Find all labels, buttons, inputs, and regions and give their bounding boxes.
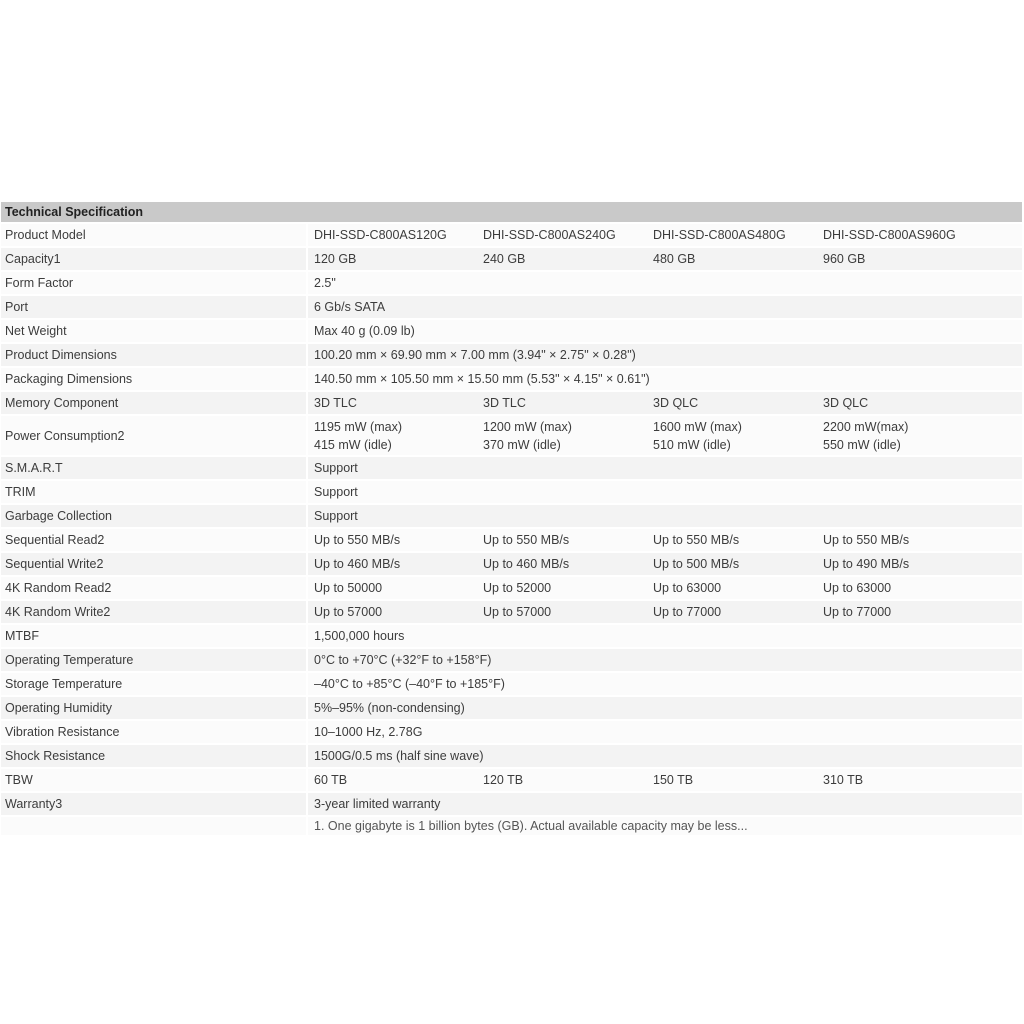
- table-row: [1, 271, 1022, 295]
- spec-value: 0°C to +70°C (+32°F to +158°F): [307, 648, 1022, 672]
- table-row: [1, 504, 1022, 528]
- power-max-value: 1200 mW (max): [483, 419, 572, 434]
- spec-value: Up to 490 MB/s: [817, 552, 1022, 576]
- table-row: [1, 744, 1022, 768]
- spec-value: [647, 415, 817, 456]
- table-row: [1, 720, 1022, 744]
- table-row: [1, 768, 1022, 792]
- table-row: [1, 528, 1022, 552]
- table-row: [1, 415, 1022, 456]
- spec-label: TBW: [1, 768, 307, 792]
- table-row: [1, 792, 1022, 816]
- power-idle-value: 550 mW (idle): [823, 437, 901, 452]
- spec-label: Storage Temperature: [1, 672, 307, 696]
- spec-value: DHI-SSD-C800AS240G: [477, 223, 647, 247]
- spec-value: Up to 57000: [307, 600, 477, 624]
- spec-label: 4K Random Write2: [1, 600, 307, 624]
- spec-value: 3D QLC: [817, 391, 1022, 415]
- table-row: [1, 343, 1022, 367]
- spec-value: 2.5": [307, 271, 1022, 295]
- spec-value: 120 GB: [307, 247, 477, 271]
- spec-value: Support: [307, 480, 1022, 504]
- spec-value: Support: [307, 456, 1022, 480]
- table-row: [1, 600, 1022, 624]
- spec-value: Up to 550 MB/s: [477, 528, 647, 552]
- spec-label: Packaging Dimensions: [1, 367, 307, 391]
- spec-value: Up to 77000: [647, 600, 817, 624]
- power-idle-value: 510 mW (idle): [653, 437, 731, 452]
- spec-label: Shock Resistance: [1, 744, 307, 768]
- spec-value: 3D TLC: [307, 391, 477, 415]
- spec-value: 240 GB: [477, 247, 647, 271]
- spec-value: Up to 550 MB/s: [307, 528, 477, 552]
- spec-value: 310 TB: [817, 768, 1022, 792]
- table-header: Technical Specification: [1, 202, 1022, 223]
- spec-value: 3D QLC: [647, 391, 817, 415]
- spec-value: Up to 550 MB/s: [647, 528, 817, 552]
- spec-label: Power Consumption2: [1, 415, 307, 456]
- spec-value: 3-year limited warranty: [307, 792, 1022, 816]
- spec-label: Form Factor: [1, 271, 307, 295]
- spec-label: Operating Temperature: [1, 648, 307, 672]
- spec-value: Up to 52000: [477, 576, 647, 600]
- spec-value: Up to 500 MB/s: [647, 552, 817, 576]
- spec-label: Vibration Resistance: [1, 720, 307, 744]
- spec-label: S.M.A.R.T: [1, 456, 307, 480]
- spec-label: Operating Humidity: [1, 696, 307, 720]
- footnote-row: [1, 816, 1022, 836]
- spec-label: Product Dimensions: [1, 343, 307, 367]
- spec-value: [477, 415, 647, 456]
- spec-value: Up to 63000: [817, 576, 1022, 600]
- technical-specification-table: [1, 202, 1022, 837]
- power-idle-value: 370 mW (idle): [483, 437, 561, 452]
- spec-value: [817, 415, 1022, 456]
- spec-value: 5%–95% (non-condensing): [307, 696, 1022, 720]
- table-body: [1, 223, 1022, 836]
- footnote-label: [1, 816, 307, 836]
- spec-value: 960 GB: [817, 247, 1022, 271]
- spec-value: DHI-SSD-C800AS960G: [817, 223, 1022, 247]
- table-row: [1, 247, 1022, 271]
- spec-value: 100.20 mm × 69.90 mm × 7.00 mm (3.94" × 2.75" × 0.28"): [307, 343, 1022, 367]
- power-max-value: 1600 mW (max): [653, 419, 742, 434]
- spec-value: Support: [307, 504, 1022, 528]
- power-idle-value: 415 mW (idle): [314, 437, 392, 452]
- spec-value: 3D TLC: [477, 391, 647, 415]
- table-row: [1, 552, 1022, 576]
- spec-value: Up to 57000: [477, 600, 647, 624]
- spec-value: Up to 460 MB/s: [307, 552, 477, 576]
- spec-label: Product Model: [1, 223, 307, 247]
- spec-label: MTBF: [1, 624, 307, 648]
- footnote-text: 1. One gigabyte is 1 billion bytes (GB). Actual available capacity may be less...: [307, 816, 1022, 836]
- spec-value: 480 GB: [647, 247, 817, 271]
- spec-label: Memory Component: [1, 391, 307, 415]
- spec-value: 6 Gb/s SATA: [307, 295, 1022, 319]
- spec-value: Max 40 g (0.09 lb): [307, 319, 1022, 343]
- spec-label: 4K Random Read2: [1, 576, 307, 600]
- table-row: [1, 480, 1022, 504]
- table-row: [1, 223, 1022, 247]
- spec-value: Up to 50000: [307, 576, 477, 600]
- spec-label: Net Weight: [1, 319, 307, 343]
- spec-label: Capacity1: [1, 247, 307, 271]
- table-row: [1, 367, 1022, 391]
- spec-label: Port: [1, 295, 307, 319]
- spec-value: Up to 460 MB/s: [477, 552, 647, 576]
- spec-label: Sequential Write2: [1, 552, 307, 576]
- spec-label: Garbage Collection: [1, 504, 307, 528]
- spec-value: 140.50 mm × 105.50 mm × 15.50 mm (5.53" × 4.15" × 0.61"): [307, 367, 1022, 391]
- table-row: [1, 576, 1022, 600]
- power-max-value: 2200 mW(max): [823, 419, 909, 434]
- spec-value: 150 TB: [647, 768, 817, 792]
- spec-label: TRIM: [1, 480, 307, 504]
- power-max-value: 1195 mW (max): [314, 419, 402, 434]
- spec-label: Sequential Read2: [1, 528, 307, 552]
- spec-label: Warranty3: [1, 792, 307, 816]
- spec-value: Up to 77000: [817, 600, 1022, 624]
- spec-value: DHI-SSD-C800AS120G: [307, 223, 477, 247]
- spec-value: –40°C to +85°C (–40°F to +185°F): [307, 672, 1022, 696]
- table-row: [1, 391, 1022, 415]
- spec-value: 120 TB: [477, 768, 647, 792]
- table-row: [1, 672, 1022, 696]
- table-row: [1, 624, 1022, 648]
- table-row: [1, 319, 1022, 343]
- spec-value: Up to 63000: [647, 576, 817, 600]
- table-row: [1, 648, 1022, 672]
- spec-value: 10–1000 Hz, 2.78G: [307, 720, 1022, 744]
- spec-table-container: [1, 202, 1022, 833]
- table-row: [1, 295, 1022, 319]
- spec-value: DHI-SSD-C800AS480G: [647, 223, 817, 247]
- table-row: [1, 696, 1022, 720]
- spec-value: 1,500,000 hours: [307, 624, 1022, 648]
- spec-value: Up to 550 MB/s: [817, 528, 1022, 552]
- spec-value: 60 TB: [307, 768, 477, 792]
- spec-value: [307, 415, 477, 456]
- spec-value: 1500G/0.5 ms (half sine wave): [307, 744, 1022, 768]
- table-row: [1, 456, 1022, 480]
